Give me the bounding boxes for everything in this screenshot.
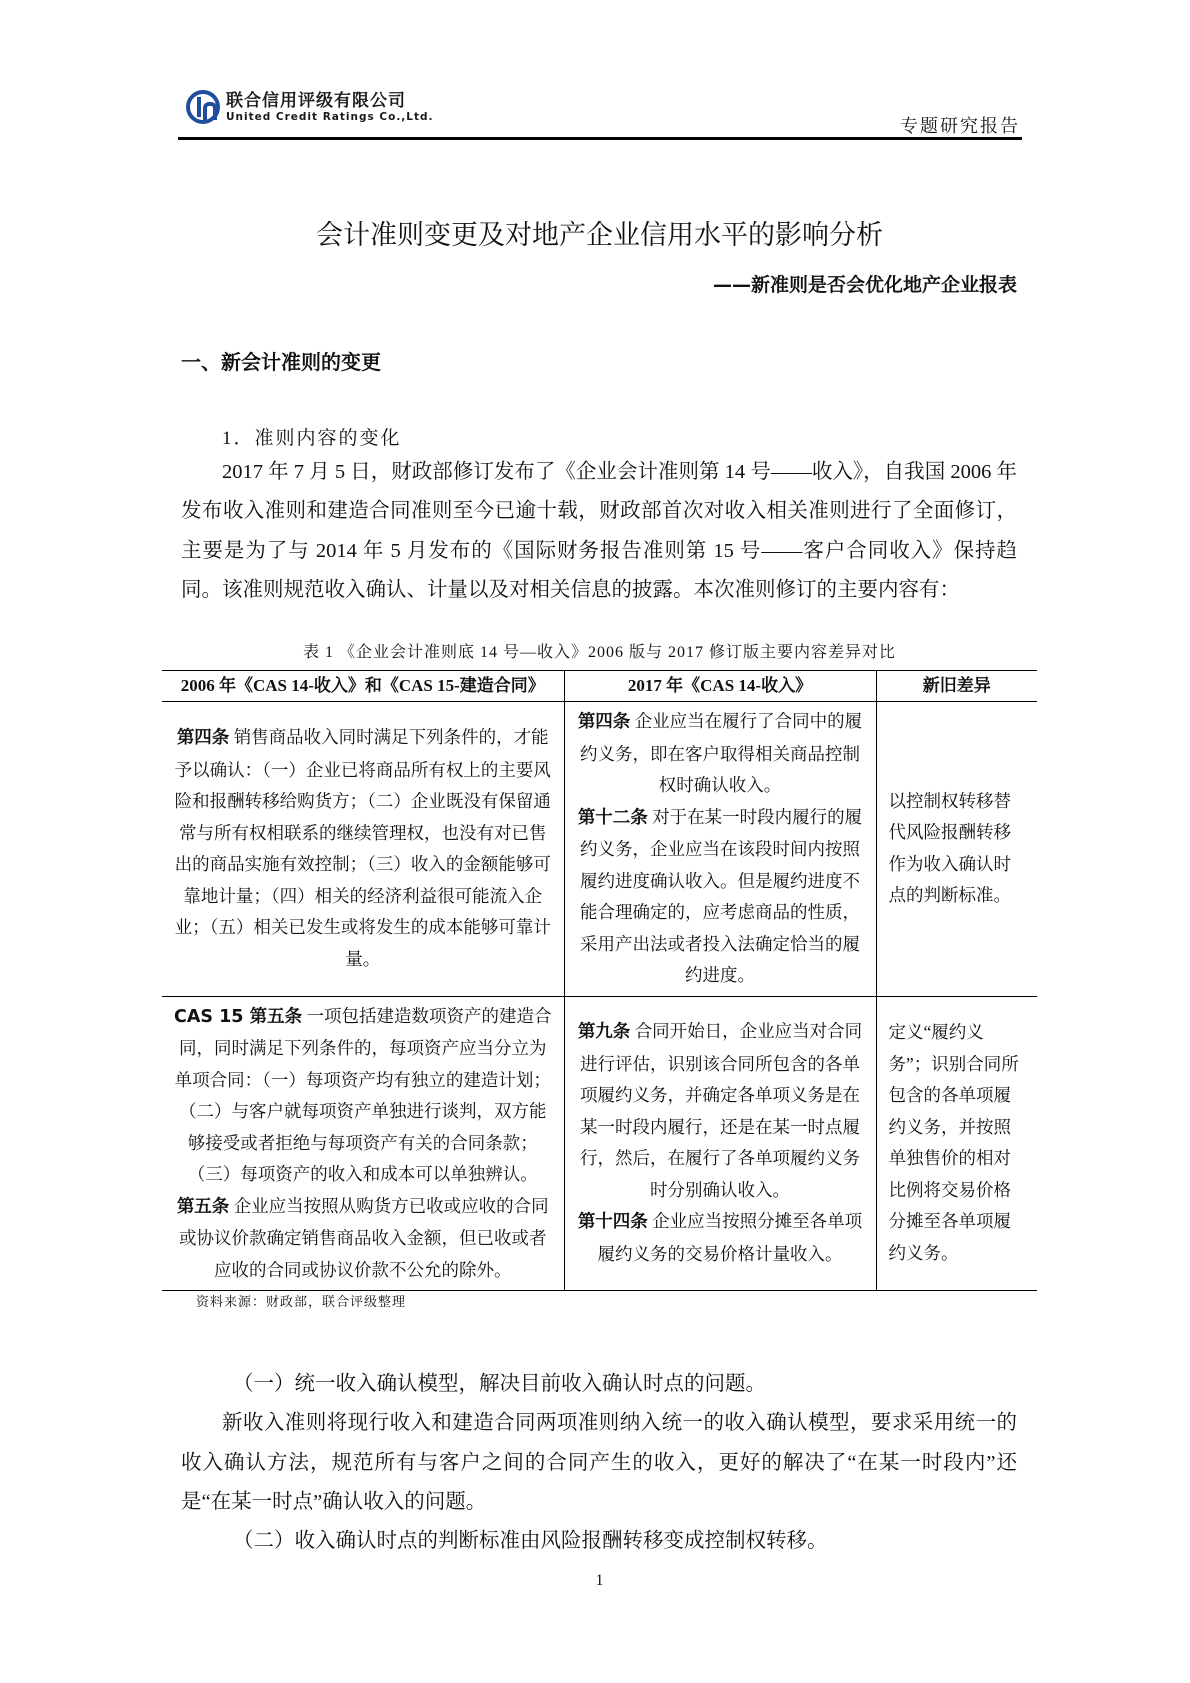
company-name-en: United Credit Ratings Co.,Ltd. bbox=[226, 110, 434, 123]
table-source: 资料来源：财政部，联合评级整理 bbox=[196, 1294, 407, 1310]
intro-paragraph: 2017 年 7 月 5 日，财政部修订发布了《企业会计准则第 14 号——收入》，自我国 2006 年发布收入准则和建造合同准则至今已逾十载，财政部首次对收入相关准则进行了全面修订，主要是为了与 2014 年 5 月发布的《国际财务报告准则第 15 号——客户合同收入》保持趋同。该准则规范收入确认、计量以及对相关信息的披露。本次准则修订的主要内容有： bbox=[181, 461, 1017, 601]
article-label: 第五条 bbox=[176, 1196, 230, 1217]
company-name-cn: 联合信用评级有限公司 bbox=[226, 90, 406, 111]
article-text: 销售商品收入同时满足下列条件的，才能予以确认：（一）企业已将商品所有权上的主要风险和报酬转移给购货方；（二）企业既没有保留通常与所有权相联系的继续管理权，也没有对已售出的商品实施有效控制；（三）收入的金额能够可靠地计量；（四）相关的经济利益很可能流入企业；（五）相关已发生或将发生的成本能够可靠计量。 bbox=[174, 727, 551, 969]
article-label: 第九条 bbox=[577, 1022, 631, 1043]
new-standard-cell bbox=[564, 702, 876, 997]
column-header: 新旧差异 bbox=[876, 671, 1037, 702]
header-divider bbox=[178, 137, 1022, 140]
point-heading: （二）收入确认时点的判断标准由风险报酬转移变成控制权转移。 bbox=[233, 1530, 828, 1553]
column-header: 2017 年《CAS 14-收入》 bbox=[564, 671, 876, 702]
article-text: 企业应当按照分摊至各单项履约义务的交易价格计量收入。 bbox=[597, 1211, 863, 1264]
article-label: 第十二条 bbox=[577, 807, 648, 828]
article-label: 第四条 bbox=[176, 728, 230, 749]
article-text: 企业应当按照从购货方已收或应收的合同或协议价款确定销售商品收入金额，但已收或者应收的合同或协议价款不公允的除外。 bbox=[179, 1195, 549, 1280]
table-caption: 表 1 《企业会计准则底 14 号—收入》2006 版与 2017 修订版主要内容差异对比 bbox=[302, 644, 896, 662]
point-body: 新收入准则将现行收入和建造合同两项准则纳入统一的收入确认模型，要求采用统一的收入确认方法，规范所有与客户之间的合同产生的收入，更好的解决了“在某一时段内”还是“在某一时点”确认收入的问题。 bbox=[181, 1412, 1017, 1514]
column-header: 2006 年《CAS 14-收入》和《CAS 15-建造合同》 bbox=[162, 671, 564, 702]
logo-icon bbox=[186, 90, 220, 124]
article-text: 企业应当在履行了合同中的履约义务，即在客户取得相关商品控制权时确认收入。 bbox=[580, 711, 863, 796]
article-text: 合同开始日，企业应当对合同进行评估，识别该合同所包含的各单项履约义务，并确定各单项义务是在某一时段内履行，还是在某一时点履行，然后，在履行了各单项履约义务时分别确认收入。 bbox=[580, 1021, 863, 1200]
table-row bbox=[162, 996, 1037, 1291]
section-heading: 一、新会计准则的变更 bbox=[181, 350, 381, 374]
document-title: 会计准则变更及对地产企业信用水平的影响分析 bbox=[316, 220, 883, 251]
difference-cell: 以控制权转移替代风险报酬转移作为收入确认时点的判断标准。 bbox=[876, 702, 1037, 997]
document-body bbox=[162, 218, 1037, 1592]
document-subtitle: ——新准则是否会优化地产企业报表 bbox=[712, 274, 1017, 296]
table-row bbox=[162, 702, 1037, 997]
old-standard-cell bbox=[162, 996, 564, 1291]
table-header-row bbox=[162, 671, 1037, 702]
article-label: CAS 15 第五条 bbox=[174, 1006, 303, 1027]
report-type: 专题研究报告 bbox=[900, 116, 1020, 136]
old-standard-cell bbox=[162, 702, 564, 997]
subsection-heading: 1．准则内容的变化 bbox=[222, 428, 402, 449]
point-heading: （一）统一收入确认模型，解决目前收入确认时点的问题。 bbox=[233, 1373, 766, 1396]
page-number: 1 bbox=[595, 1571, 604, 1589]
comparison-table bbox=[162, 670, 1037, 1291]
article-text: 对于在某一时段内履行的履约义务，企业应当在该段时间内按照履约进度确认收入。但是履约进度不能合理确定的，应考虑商品的性质，采用产出法或者投入法确定恰当的履约进度。 bbox=[580, 806, 863, 986]
company-logo bbox=[186, 90, 434, 124]
new-standard-cell bbox=[564, 996, 876, 1291]
difference-cell: 定义“履约义务”；识别合同所包含的各单项履约义务，并按照单独售价的相对比例将交易价格分摊至各单项履约义务。 bbox=[876, 996, 1037, 1291]
article-label: 第四条 bbox=[577, 712, 631, 733]
article-text: 一项包括建造数项资产的建造合同，同时满足下列条件的，每项资产应当分立为单项合同：（一）每项资产均有独立的建造计划；（二）与客户就每项资产单独进行谈判，双方能够接受或者拒绝与每项资产有关的合同条款；（三）每项资产的收入和成本可以单独辨认。 bbox=[174, 1005, 552, 1185]
article-label: 第十四条 bbox=[577, 1212, 648, 1233]
